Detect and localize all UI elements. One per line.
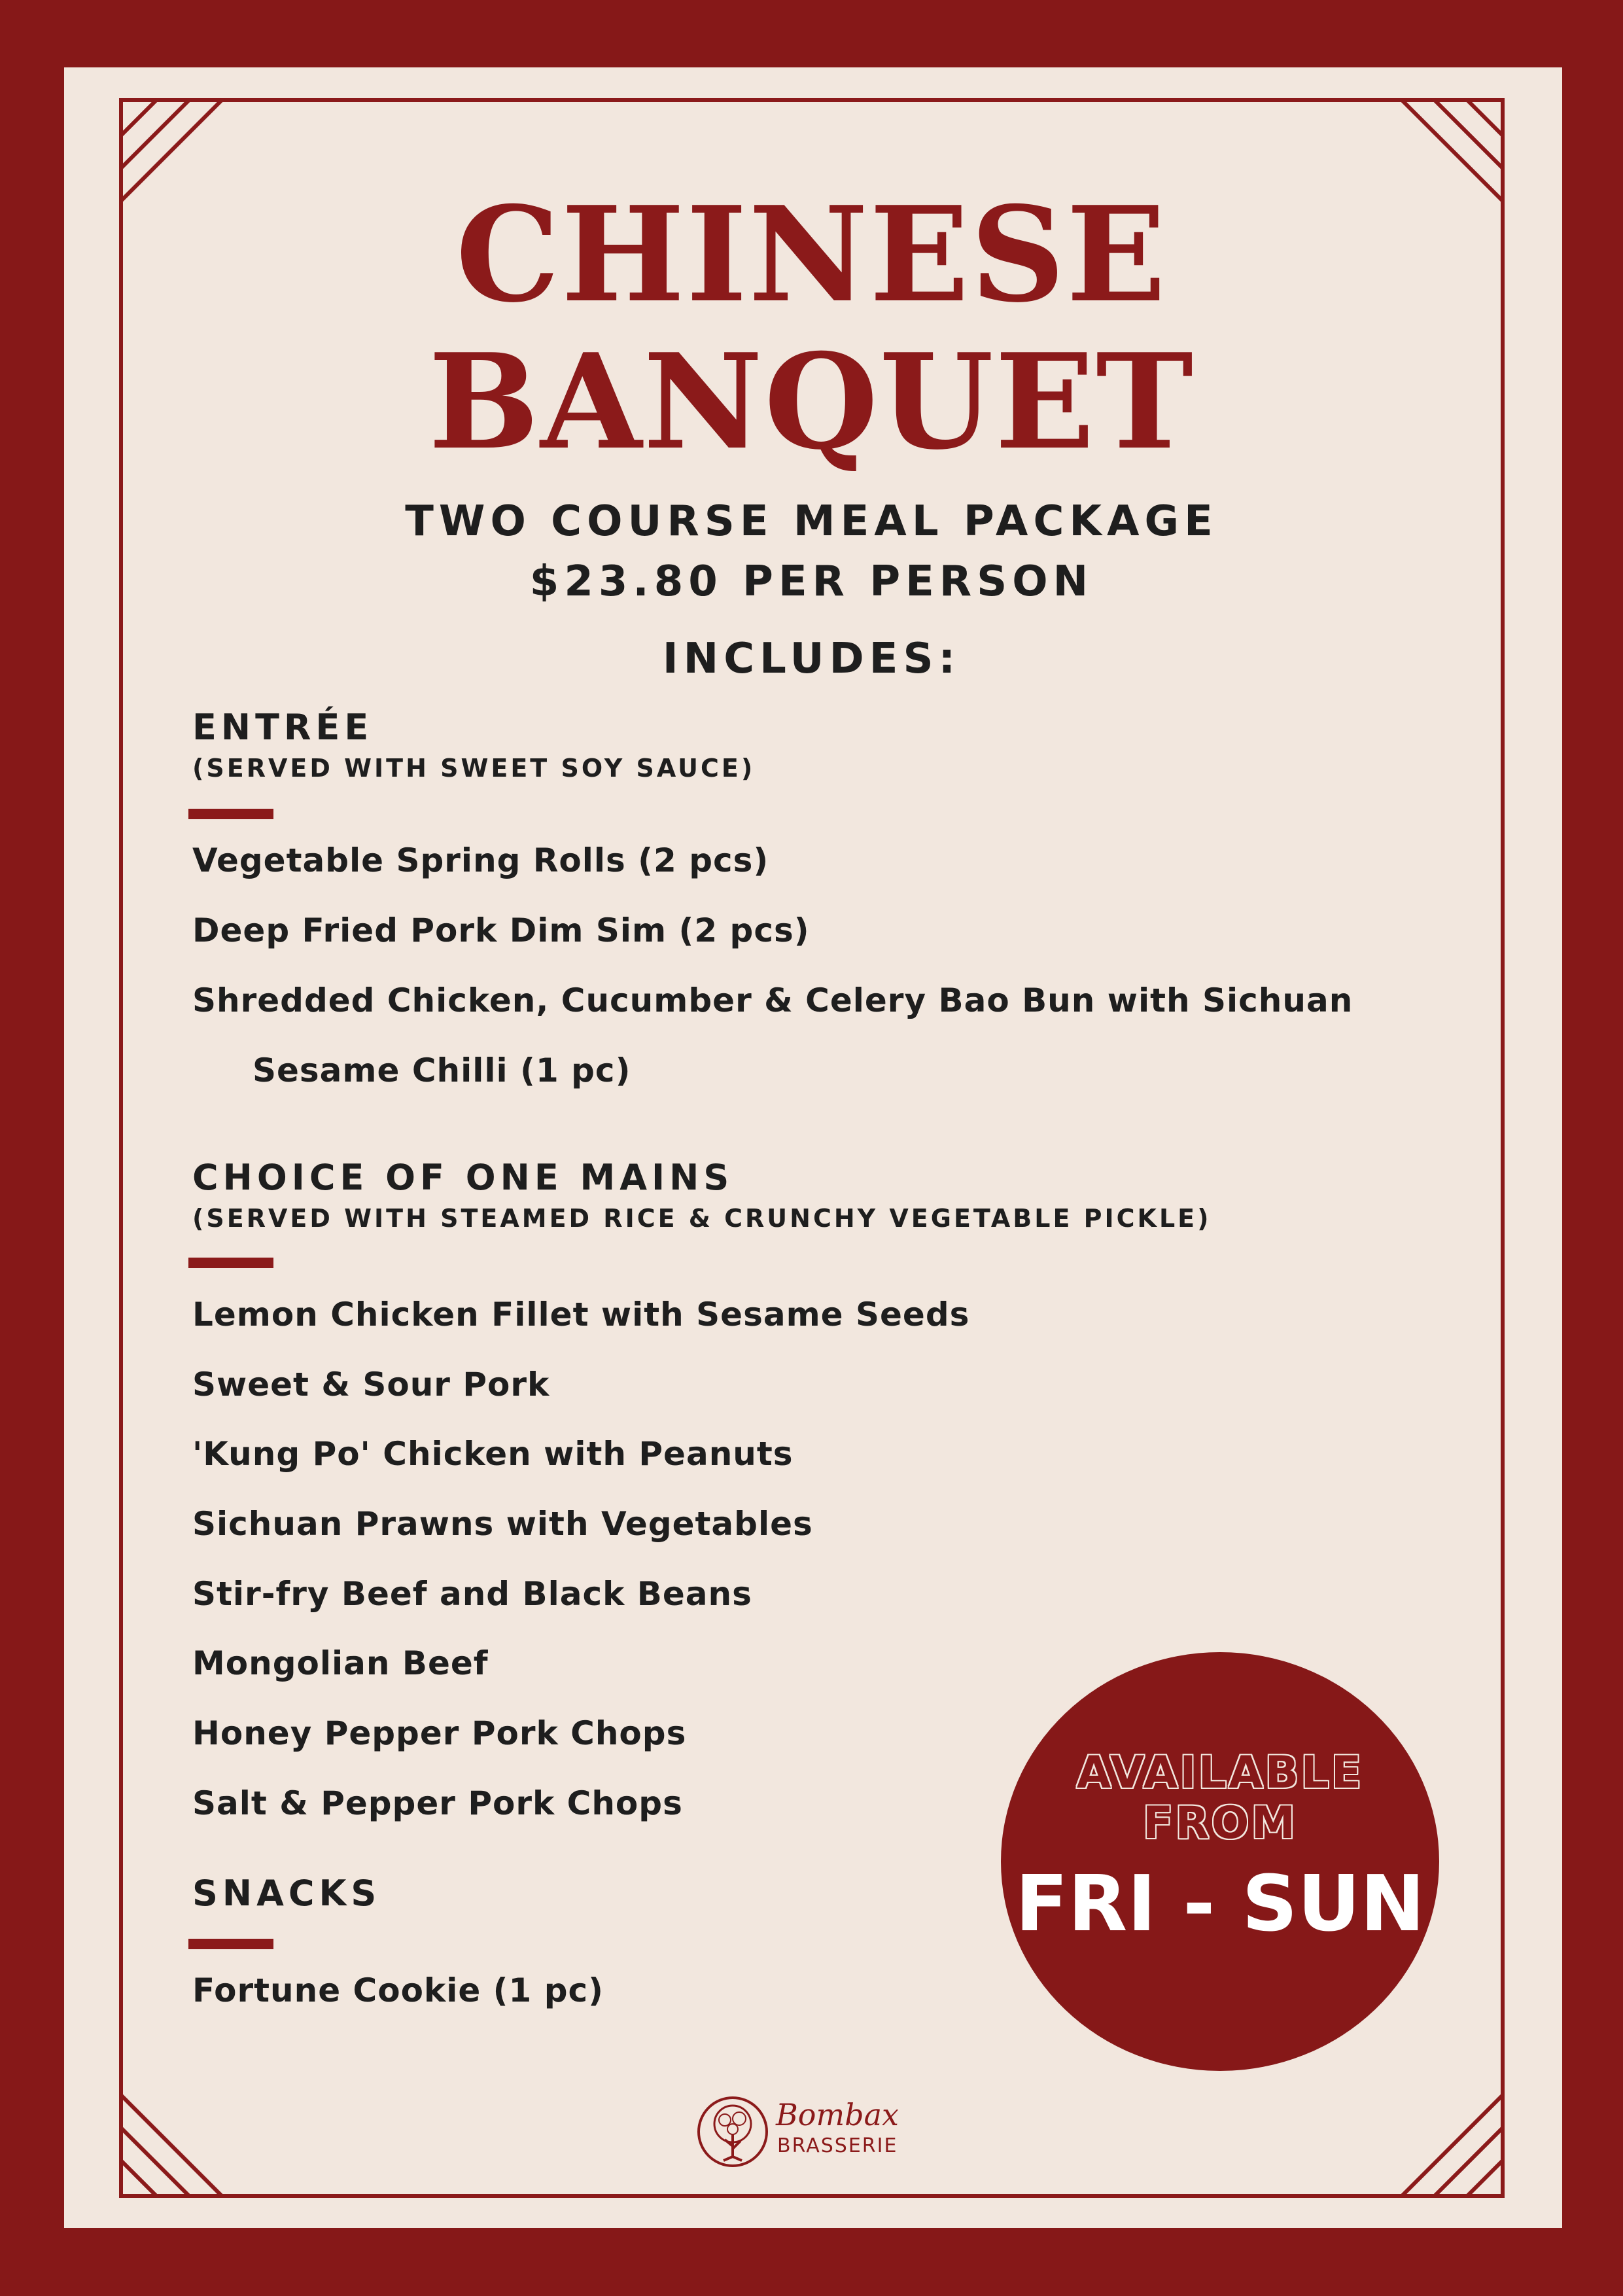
list-item: Sweet & Sour Pork xyxy=(192,1366,550,1404)
logo-script: Bombax xyxy=(776,2097,899,2132)
availability-days: FRI - SUN xyxy=(1015,1858,1425,1949)
availability-label: AVAILABLE xyxy=(1076,1747,1364,1799)
mains-note: (SERVED WITH STEAMED RICE & CRUNCHY VEGETABLE PICKLE) xyxy=(192,1204,1212,1233)
title-line-1: CHINESE xyxy=(455,178,1168,332)
entree-heading: ENTRÉE xyxy=(192,707,374,748)
list-item: Stir-fry Beef and Black Beans xyxy=(192,1575,752,1613)
list-item: Sesame Chilli (1 pc) xyxy=(253,1051,631,1089)
snacks-heading: SNACKS xyxy=(192,1873,381,1914)
list-item: Shredded Chicken, Cucumber & Celery Bao Bun with Sichuan xyxy=(192,981,1353,1019)
corner-stripes-icon xyxy=(119,2080,237,2198)
title-line-2: BANQUET xyxy=(428,325,1195,479)
logo-wordmark: BRASSERIE xyxy=(777,2134,898,2157)
list-item: Salt & Pepper Pork Chops xyxy=(192,1784,683,1822)
entree-note: (SERVED WITH SWEET SOY SAUCE) xyxy=(192,754,756,783)
list-item: Honey Pepper Pork Chops xyxy=(192,1714,687,1752)
tree-icon xyxy=(695,2094,771,2170)
availability-label: FROM xyxy=(1142,1797,1298,1849)
list-item: Mongolian Beef xyxy=(192,1644,489,1682)
package-name: TWO COURSE MEAL PACKAGE xyxy=(405,497,1218,546)
list-item: Fortune Cookie (1 pc) xyxy=(192,1971,604,2009)
corner-stripes-icon xyxy=(1387,2080,1505,2198)
list-item: 'Kung Po' Chicken with Peanuts xyxy=(192,1435,794,1473)
section-divider xyxy=(188,809,273,819)
list-item: Sichuan Prawns with Vegetables xyxy=(192,1505,813,1543)
list-item: Lemon Chicken Fillet with Sesame Seeds xyxy=(192,1296,970,1333)
package-price: $23.80 PER PERSON xyxy=(529,557,1094,606)
mains-heading: CHOICE OF ONE MAINS xyxy=(192,1157,734,1198)
list-item: Deep Fried Pork Dim Sim (2 pcs) xyxy=(192,911,810,949)
list-item: Vegetable Spring Rolls (2 pcs) xyxy=(192,841,769,879)
section-divider xyxy=(188,1258,273,1268)
section-divider xyxy=(188,1939,273,1949)
includes-heading: INCLUDES: xyxy=(662,635,961,683)
